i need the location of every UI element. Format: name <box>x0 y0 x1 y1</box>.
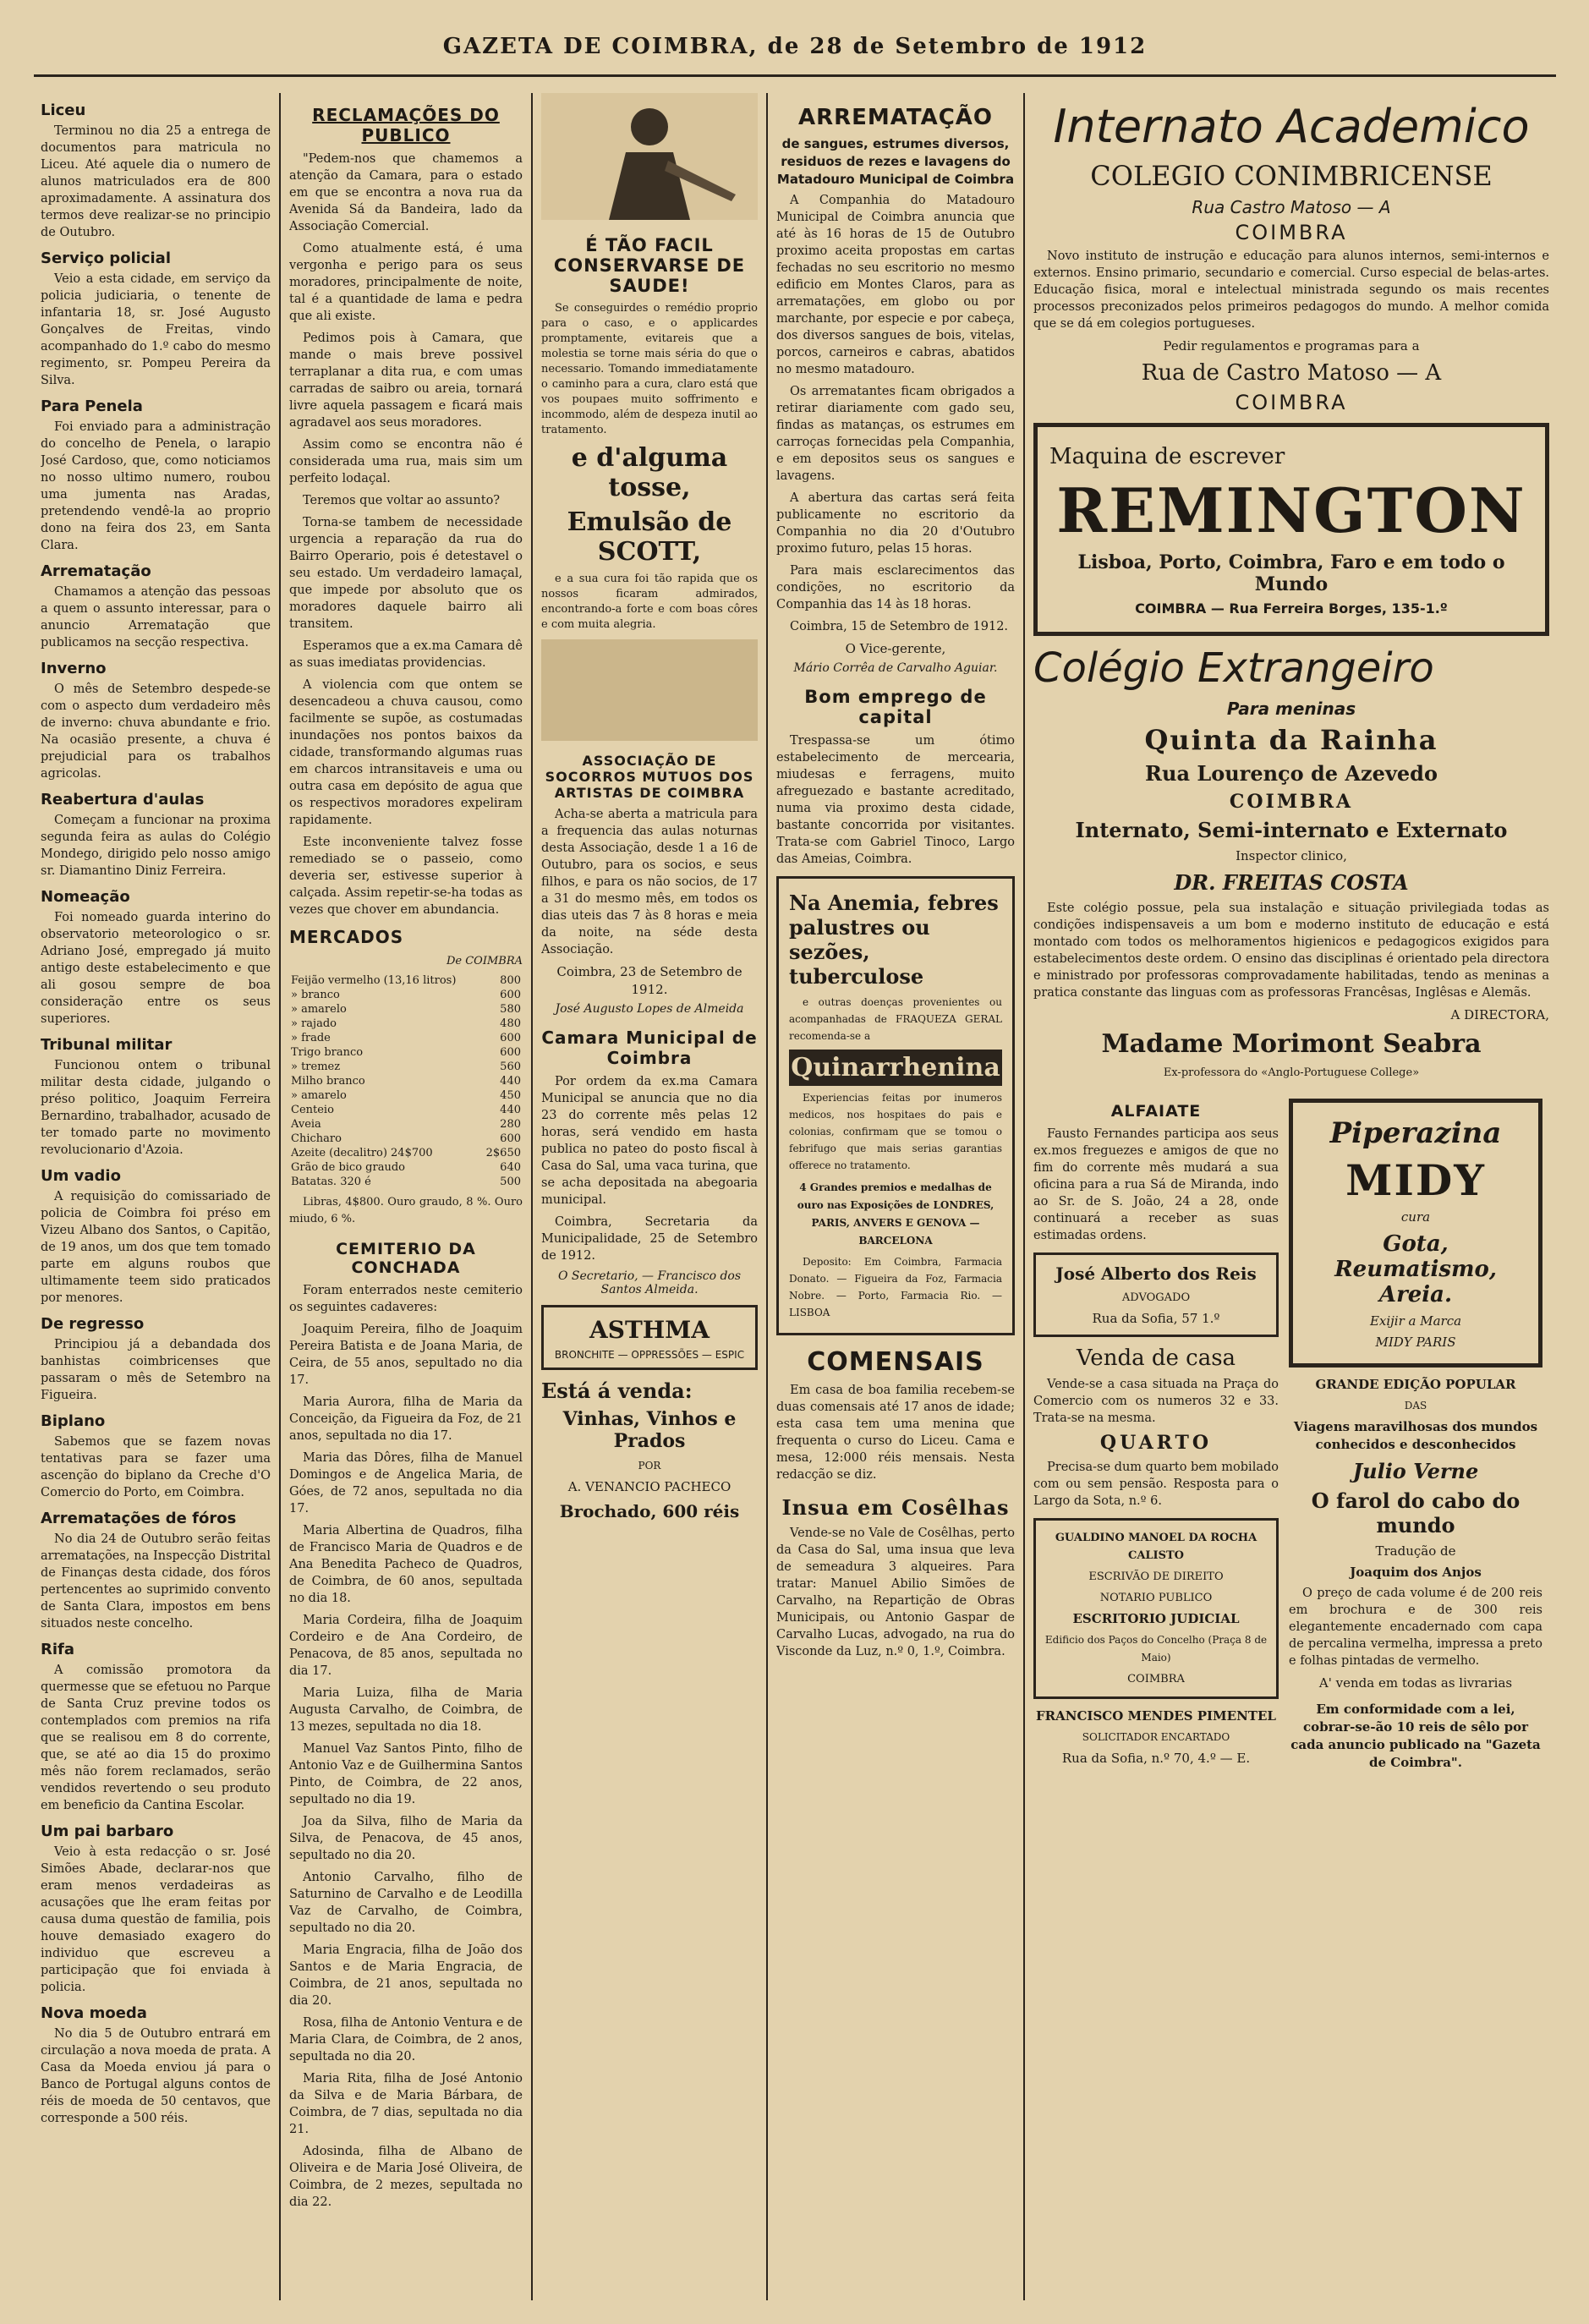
news-item-text: Terminou no dia 25 a entrega de documentos para matricula no Liceu. Até aquele dia o numero de alunos matriculados era de 800 aproximadamente. A assinatura dos termos deve realizar-se no principio de Outubro. <box>41 124 271 239</box>
market-item: Azeite (decalitro) 24$700 <box>291 1147 433 1159</box>
extrangeiro-text: Este colégio possue, pela sua instalação e situação privilegiada todas as condições indispensaveis a um bom e moderno instituto de educação e está montado com todos os melhoramentos higienicos e pedagogicos exigidos para estabelecimentos deste ordem. O ensino das disciplinas é orientado pela directora e ministrado por professoras comprovadamente habilitadas, tendo as meninas a pratica constante das linguas com as professoras Francêsas, Inglêsas e Alemãs. <box>1033 902 1549 1000</box>
column-divider <box>279 93 281 2300</box>
reclamacoes-body <box>289 151 523 918</box>
insua-title: Insua em Cosêlhas <box>781 1495 1010 1520</box>
anemia-subtitle: e outras doenças provenientes ou acompanhadas de FRAQUEZA GERAL recomenda-se a <box>789 996 1002 1042</box>
column-reclamacoes <box>289 93 523 2300</box>
extrangeiro-city: COIMBRA <box>1229 791 1354 813</box>
internato-school: COLEGIO CONIMBRICENSE <box>1090 160 1493 192</box>
remington-cities: Lisboa, Porto, Coimbra, Faro e em todo o Mundo <box>1077 551 1505 595</box>
news-item-text: Veio à esta redacção o sr. José Simões Abade, declarar-nos que eram menos verdadeiras as acusações que lhe eram feitas por causa duma questão de familia, pois houve demasiado exagero do individuo que escreveu a participação que foi enviada à policia. <box>41 1845 271 1994</box>
arrematacao-body <box>776 192 1015 635</box>
reclamacao-paragraph: A violencia com que ontem se desencadeou a chuva causou, como facilmente se supõe, as costumadas inundações nos pontos baixos da cidade, transformando algumas ruas em charcos intransitaveis e uma ou outra casa em depósito de agua que os respectivos moradores expeliram rapidamente. <box>289 678 523 827</box>
assoc-title: ASSOCIAÇÃO DE SOCORROS MUTUOS DOS ARTISTAS DE COIMBRA <box>545 753 754 801</box>
quinarrhenina-deposit: Deposito: Em Coimbra, Farmacia Donato. — Figueira da Foz, Farmacia Nobre. — Porto, Farmacia Rio. — LISBOA <box>789 1256 1002 1318</box>
market-row <box>289 1074 523 1088</box>
news-item-text: Sabemos que se fazem novas tentativas para se fazer uma ascenção do biplano da Creche d'O Comercio do Porto, em Coimbra. <box>41 1435 271 1499</box>
news-item-title: Nova moeda <box>41 2004 147 2022</box>
market-price: 640 <box>500 1161 521 1174</box>
market-note: Libras, 4$800. Ouro graudo, 8 %. Ouro miudo, 6 %. <box>289 1196 523 1225</box>
midy-paris: MIDY PARIS <box>1375 1335 1456 1350</box>
market-price: 800 <box>500 974 521 987</box>
column-divider <box>531 93 533 2300</box>
market-price: 580 <box>500 1003 521 1016</box>
venda-price: Brochado, 600 réis <box>559 1501 740 1521</box>
market-item: Chicharo <box>291 1132 342 1145</box>
midy-ad <box>1289 1099 1542 1368</box>
market-item: » branco <box>291 989 340 1001</box>
market-row <box>289 1045 523 1060</box>
alfaiate-text: Fausto Fernandes participa aos seus ex.mos freguezes e amigos de que no fim do corrente mês mudará a sua oficina para a rua Sá de Miranda, indo ao Sr. de S. João, 24 a 28, onde continuará a receber as suas estimadas ordens. <box>1033 1127 1279 1242</box>
bottom-ads-row <box>1033 1090 1549 1775</box>
verne-series: Viagens maravilhosas dos mundos conhecidos e desconhecidos <box>1293 1419 1538 1452</box>
news-item-text: Principiou já a debandada dos banhistas coimbricenses que passaram o mês de Setembro na Figueira. <box>41 1338 271 1402</box>
market-price: 600 <box>500 989 521 1001</box>
assoc-date: Coimbra, 23 de Setembro de 1912. <box>556 964 742 997</box>
fmp-name: FRANCISCO MENDES PIMENTEL <box>1036 1708 1276 1724</box>
market-row <box>289 973 523 988</box>
verne-author: Julio Verne <box>1352 1459 1479 1483</box>
bottom-ads-right <box>1289 1090 1542 1775</box>
reclamacao-paragraph: Esperamos que a ex.ma Camara dê as suas imediatas providencias. <box>289 639 523 670</box>
quarto-text: Precisa-se dum quarto bem mobilado com ou sem pensão. Resposta para o Largo da Sota, n.º 6. <box>1033 1461 1279 1508</box>
calisto-ad <box>1033 1518 1279 1699</box>
extrangeiro-director-sub: Ex-professora do «Anglo-Portuguese College» <box>1163 1066 1420 1079</box>
venda-by: POR <box>638 1460 661 1472</box>
market-row <box>289 1132 523 1146</box>
extrangeiro-place: Quinta da Rainha <box>1144 724 1438 756</box>
news-item-title: Arrematações de fóros <box>41 1510 237 1527</box>
asthma-ad <box>541 1305 758 1370</box>
internato-title: Internato Academico <box>1053 100 1530 153</box>
news-item-title: Para Penela <box>41 397 143 415</box>
market-price: 440 <box>500 1075 521 1088</box>
market-row <box>289 1103 523 1117</box>
market-item: Grão de bico graudo <box>291 1161 405 1174</box>
news-item-text: A comissão promotora da quermesse que se efetuou no Parque de Santa Cruz previne todos os contemplados com premios na rifa que se realisou em 8 do corrente, que, se até ao dia 15 do proximo mês não forem reclamados, serão vendidos revertendo o seu produto em beneficio da Cantina Escolar. <box>41 1664 271 1812</box>
camara-text: Por ordem da ex.ma Camara Municipal se anuncia que no dia 23 do corrente mês pelas 12 horas, será vendido em hasta publica no pateo do posto fiscal à Casa do Sal, uma vaca turina, que se acha depositada na abegoaria municipal. <box>541 1075 758 1207</box>
news-item-title: Um vadio <box>41 1167 121 1185</box>
market-item: Batatas. 320 é <box>291 1176 371 1188</box>
reclamacao-paragraph: Como atualmente está, é uma vergonha e perigo para os seus moradores, principalmente de noite, tal é a quantidade de lama e pedra que ali existe. <box>289 242 523 323</box>
market-subtitle: De COIMBRA <box>446 955 523 967</box>
market-item: » amarelo <box>291 1089 347 1102</box>
scott-mid: e d'alguma tosse, <box>571 443 728 502</box>
market-price: 480 <box>500 1017 521 1030</box>
scott-text2: e a sua cura foi tão rapida que os nossos ficaram admirados, encontrando-a forte e com boas côres e com muita alegria. <box>541 573 758 631</box>
comensais-text: Em casa de boa familia recebem-se duas comensais até 17 anos de idade; esta casa tem uma menina que frequenta o curso do Liceu. Cama e mesa, 12:000 réis mensais. Nesta redacção se diz. <box>776 1384 1015 1482</box>
cemetery-entry: Manuel Vaz Santos Pinto, filho de Antonio Vaz e de Guilhermina Santos Pinto, de Coimbra, de 22 anos, sepultado no dia 19. <box>289 1742 523 1806</box>
news-item-text: Chamamos a atenção das pessoas a quem o assunto interessar, para o anuncio Arrematação que publicamos na secção respectiva. <box>41 585 271 650</box>
camara-title: Camara Municipal de Coimbra <box>541 1028 758 1068</box>
calisto-office: ESCRITORIO JUDICIAL <box>1072 1611 1240 1626</box>
bom-emprego-text: Trespassa-se um ótimo estabelecimento de mercearia, miudesas e ferragens, muito afreguezado e bastante acreditado, numa via proximo desta cidade, bastante concorrida por visitantes. Trata-se com Gabriel Tinoco, Largo das Ameias, Coimbra. <box>776 734 1015 866</box>
extrangeiro-mode: Internato, Semi-internato e Externato <box>1075 818 1508 842</box>
arrematacao-paragraph: A Companhia do Matadouro Municipal de Coimbra anuncia que até às 16 horas de 15 de Outubro proximo aceita propostas em cartas fechadas no seu escritorio no mesmo edificio em Montes Claros, para as arrematações, em globo ou por marchante, por especie e por cabeça, dos diversos sangues de bois, vitelas, porcos, carneiros e cabras, abatidos no mesmo matadouro. <box>776 194 1015 376</box>
quinarrhenina-brand: Quinarrhenina <box>789 1050 1002 1086</box>
camara-date: Coimbra, Secretaria da Municipalidade, 25 de Setembro de 1912. <box>541 1215 758 1263</box>
reclamacao-paragraph: Teremos que voltar ao assunto? <box>303 494 501 507</box>
news-item-text: No dia 5 de Outubro entrará em circulação a nova moeda de prata. A Casa da Moeda enviou já para o Banco de Portugal alguns contos de réis de moeda de 50 centavos, que corresponde a 500 réis. <box>41 2027 271 2125</box>
news-item-title: Serviço policial <box>41 249 172 267</box>
market-row <box>289 1117 523 1132</box>
news-item-title: Reabertura d'aulas <box>41 791 205 808</box>
news-item-title: Nomeação <box>41 888 130 906</box>
internato-request: Pedir regulamentos e programas para a <box>1163 338 1420 354</box>
market-item: Centeio <box>291 1104 334 1116</box>
verne-text: O preço de cada volume é de 200 reis em brochura e de 300 reis elegantemente encadernado com capa de percalina vermelha, impressa a preto e folhas pintadas de vermelho. <box>1289 1587 1542 1668</box>
venda-book: Vinhas, Vinhos e Prados <box>562 1408 737 1452</box>
market-row <box>289 1088 523 1103</box>
market-price: 2$650 <box>485 1147 521 1159</box>
arrematacao-paragraph: A abertura das cartas será feita publicamente no escritorio da Companhia no dia 20 d'Outubro proximo futuro, pelas 15 horas. <box>776 491 1015 556</box>
extrangeiro-for: Para meninas <box>1226 699 1356 719</box>
news-item-text: Foi nomeado guarda interino do observatorio meteorologico o sr. Adriano José, empregado já muito antigo deste estabelecimento e que ali gosou sempre de boa consideração entre os seus superiores. <box>41 911 271 1026</box>
cemetery-entry: Maria Cordeira, filha de Joaquim Cordeiro e de Ana Cordeiro, de Penacova, de 85 anos, sepultada no dia 17. <box>289 1614 523 1678</box>
fmp-address: Rua da Sofia, n.º 70, 4.º — E. <box>1061 1751 1251 1766</box>
bom-emprego-title: Bom emprego de capital <box>804 687 987 727</box>
scott-brand: Emulsão de SCOTT, <box>567 507 732 567</box>
fmp-role: SOLICITADOR ENCARTADO <box>1082 1731 1230 1743</box>
advogado-ad <box>1033 1252 1279 1337</box>
venda-title: Está á venda: <box>541 1379 693 1403</box>
comensais-title: COMENSAIS <box>807 1347 984 1377</box>
news-item-title: De regresso <box>41 1315 145 1333</box>
extrangeiro-director: A DIRECTORA, <box>1450 1007 1549 1022</box>
cemetery-entry: Rosa, filha de Antonio Ventura e de Maria Clara, de Coimbra, de 2 anos, sepultada no dia 20. <box>289 2016 523 2064</box>
market-item: » tremez <box>291 1061 341 1073</box>
lei-notice: Em conformidade com a lei, cobrar-se-ão 10 reis de sêlo por cada anuncio publicado na "Gazeta de Coimbra". <box>1290 1702 1541 1770</box>
internato-text: Novo instituto de instrução e educação para alunos internos, semi-internos e externos. Ensino primario, secundario e comercial. Curso especial de belas-artes. Educação fisica, moral e intelectual ministrada segundo os mais recentes processos preconizados pelos primeiros pedagogos do mundo. A melhor comida que se dá em colegios portugueses. <box>1033 249 1549 331</box>
venda-casa-title: Venda de casa <box>1076 1346 1236 1371</box>
midy-cura: cura <box>1400 1209 1431 1225</box>
anemia-title: Na Anemia, febres palustres ou sezões, tuberculose <box>789 891 999 989</box>
column-ads-mid <box>541 93 758 2300</box>
remington-address: COIMBRA — Rua Ferreira Borges, 135-1.º <box>1135 600 1448 617</box>
news-item-text: O mês de Setembro despede-se com o aspecto dum verdadeiro mês de inverno: chuva abundante e frio. Na ocasião presente, a chuva é prejudicial para os trabalhos agricolas. <box>41 682 271 781</box>
arrematacao-title: ARREMATAÇÃO <box>797 105 994 130</box>
cemetery-entry: Adosinda, filha de Albano de Oliveira e de Maria José Oliveira, de Coimbra, de 2 mezes, sepultada no dia 22. <box>289 2145 523 2209</box>
verne-translator: Joaquim dos Anjos <box>1350 1565 1482 1580</box>
internato-city: COIMBRA <box>1235 221 1348 244</box>
market-row <box>289 1175 523 1189</box>
midy-top: Piperazina <box>1329 1116 1502 1150</box>
column-divider <box>1023 93 1025 2300</box>
quinarrhenina-text: Experiencias feitas por inumeros medicos, nos hospitaes do pais e colonias, confirmam que se tomou o febrifugo que mais serias garantias offerece no tratamento. <box>789 1092 1002 1171</box>
internato-address-city: COIMBRA <box>1235 391 1348 414</box>
scott-text: Se conseguirdes o remédio proprio para o caso, e o applicardes promptamente, evitareis que a molestia se torne mais séria do que o necessario. Tomando immediatamente o caminho para a cura, claro está que vos poupaes muito soffrimento e incommodo, além de despeza inutil ao tratamento. <box>541 302 758 436</box>
anemia-ad <box>776 876 1015 1335</box>
remington-top: Maquina de escrever <box>1049 444 1285 469</box>
extrangeiro-title: Colégio Extrangeiro <box>1033 644 1434 692</box>
midy-brand: MIDY <box>1345 1155 1486 1205</box>
insua-text: Vende-se no Vale de Cosêlhas, perto da Casa do Sal, uma insua que leva de semeadura 3 alqueires. Para tratar: Manuel Abilio Simões de Carvalho, na Repartição de Obras Municipais, ou Antonio Gaspar de Carvalho Lucas, advogado, na rua do Visconde da Luz, n.º 0, 1.º, Coimbra. <box>776 1526 1015 1658</box>
news-item-title: Inverno <box>41 660 107 677</box>
market-item: » amarelo <box>291 1003 347 1016</box>
market-row <box>289 988 523 1002</box>
internato-street: Rua Castro Matoso — A <box>1192 197 1391 217</box>
venda-author: A. VENANCIO PACHECO <box>567 1479 731 1494</box>
cemetery-entry: Maria Albertina de Quadros, filha de Francisco Maria de Quadros e de Ana Benedita Pacheco de Quadros, de Coimbra, de 60 anos, sepultada no dia 18. <box>289 1524 523 1605</box>
calisto-address: Edificio dos Paços do Concelho (Praça 8 de Maio) <box>1044 1634 1268 1664</box>
arrematacao-vice: O Vice-gerente, <box>845 641 946 656</box>
arrematacao-paragraph: Os arrematantes ficam obrigados a retirar diariamente com gado seu, findas as matanças, os estrumes em carroças fornecidas pela Companhia, e em depositos seus os sangues e lavagens. <box>776 385 1015 483</box>
cemetery-entry: Antonio Carvalho, filho de Saturnino de Carvalho e de Leodilla Vaz de Carvalho, de Coimbra, sepultado no dia 20. <box>289 1871 523 1935</box>
market-price: 440 <box>500 1104 521 1116</box>
advogado-role: ADVOGADO <box>1121 1291 1191 1304</box>
market-price: 560 <box>500 1061 521 1073</box>
news-item-text: Funcionou ontem o tribunal militar desta cidade, julgando o préso politico, Joaquim Ferreira Bernardino, trabalhador, acusado de ter tomado parte no movimento revolucionario d'Azoia. <box>41 1059 271 1157</box>
column-news <box>41 93 271 2300</box>
assoc-signature: José Augusto Lopes de Almeida <box>555 1002 744 1016</box>
news-item-title: Um pai barbaro <box>41 1822 174 1840</box>
extrangeiro-inspector: Inspector clinico, <box>1236 848 1347 863</box>
cemetery-title: CEMITERIO DA CONCHADA <box>336 1240 476 1277</box>
news-item-text: No dia 24 de Outubro serão feitas arrematações, na Inspecção Distrital de Finanças desta cidade, dos fóros pertencentes ao suprimido convento de Santa Clara, impostos em bens situados neste concelho. <box>41 1532 271 1631</box>
masthead: GAZETA DE COIMBRA, de 28 de Setembro de 1912 <box>442 34 1148 59</box>
market-item: Aveia <box>291 1118 321 1131</box>
news-item-title: Biplano <box>41 1412 106 1430</box>
verne-translation: Tradução de <box>1375 1543 1456 1559</box>
market-row <box>289 1031 523 1045</box>
news-item-text: Começam a funcionar na proxima segunda feira as aulas do Colégio Mondego, dirigido pelo nosso amigo sr. Diamantino Diniz Ferreira. <box>41 814 271 878</box>
news-item-text: Veio a esta cidade, em serviço da policia judiciaria, o tenente de infantaria 18, sr. José Augusto Gonçalves de Freitas, vindo acompanhado do 1.º cabo do mesmo regimento, sr. Pompeu Pereira da Silva. <box>41 272 271 387</box>
column-ads-right <box>1033 93 1549 2300</box>
internato-address: Rua de Castro Matoso — A <box>1141 360 1442 386</box>
cemetery-entry: Maria Rita, filha de José Antonio da Silva e de Maria Bárbara, de Coimbra, de 7 dias, sepultada no dia 21. <box>289 2072 523 2136</box>
verne-book: O farol do cabo do mundo <box>1311 1488 1521 1537</box>
news-item-text: Foi enviado para a administração do concelho de Penela, o larapio José Cardoso, que, como noticiamos no nosso ultimo numero, roubou uma jumenta nas Aradas, pretendendo vendê-la ao proprio dono na feira dos 23, em Santa Clara. <box>41 420 271 552</box>
column-divider <box>766 93 768 2300</box>
reclamacao-paragraph: Pedimos pois à Camara, que mande o mais breve possivel terraplanar a dita rua, e com umas carradas de saibro ou areia, tornará livre aquela passagem e ficará mais agradavel aos seus moradores. <box>289 332 523 430</box>
camara-signature: O Secretario, — Francisco dos Santos Almeida. <box>557 1269 742 1296</box>
arrematacao-subtitle: de sangues, estrumes diversos, residuos de rezes e lavagens do Matadouro Municipal de Coimbra <box>776 136 1015 187</box>
reclamacoes-title: RECLAMAÇÕES DO PUBLICO <box>312 105 500 145</box>
calisto-role2: NOTARIO PUBLICO <box>1099 1592 1213 1604</box>
market-price: 600 <box>500 1032 521 1044</box>
midy-list: Gota, Reumatismo, Areia. <box>1334 1231 1497 1307</box>
reclamacao-paragraph: Assim como se encontra não é considerada uma rua, mais sim um perfeito lodaçal. <box>289 438 523 485</box>
market-item: Feijão vermelho (13,16 litros) <box>291 974 457 987</box>
market-item: Milho branco <box>291 1075 365 1088</box>
reclamacao-paragraph: "Pedem-nos que chamemos a atenção da Camara, para o estado em que se encontra a nova rua da Avenida Sá da Bandeira, lado da Associação Comercial. <box>289 152 523 233</box>
news-item-title: Arrematação <box>41 562 151 580</box>
extrangeiro-street: Rua Lourenço de Azevedo <box>1145 761 1438 786</box>
alfaiate-title: ALFAIATE <box>1110 1102 1202 1121</box>
market-price: 500 <box>500 1176 521 1188</box>
market-item: Trigo branco <box>291 1046 364 1059</box>
market-item: » frade <box>291 1032 331 1044</box>
venda-casa-text: Vende-se a casa situada na Praça do Comercio com os numeros 32 e 33. Trata-se na mesma. <box>1033 1378 1279 1425</box>
market-title: MERCADOS <box>289 927 404 947</box>
market-price: 280 <box>500 1118 521 1131</box>
cemetery-entry: Foram enterrados neste cemiterio os seguintes cadaveres: <box>289 1284 523 1314</box>
market-price: 600 <box>500 1132 521 1145</box>
news-item-text: A requisição do comissariado de policia de Coimbra foi préso em Vizeu Albano dos Santos, o Capitão, de 19 anos, um dos que tem tomado parte em alguns roubos que ultimamente teem sido praticados por menores. <box>41 1190 271 1305</box>
reclamacao-paragraph: Torna-se tambem de necessidade urgencia a reparação da rua do Bairro Operario, pois é detestavel o seu estado. Um verdadeiro lamaçal, que impede por absoluto que os moradores daquele bairro ali transitem. <box>289 516 523 631</box>
cemetery-entry: Maria das Dôres, filha de Manuel Domingos e de Angelica Maria, de Góes, de 72 anos, sepultada no dia 17. <box>289 1451 523 1516</box>
verne-das: DAS <box>1404 1400 1427 1411</box>
calisto-name: GUALDINO MANOEL DA ROCHA CALISTO <box>1055 1532 1258 1562</box>
midy-exigir: Exijir a Marca <box>1369 1313 1462 1329</box>
arrematacao-signature: Mário Corrêa de Carvalho Aguiar. <box>793 661 998 675</box>
quinarrhenina-prizes: 4 Grandes premios e medalhas de ouro nas Exposições de LONDRES, PARIS, ANVERS E GENOVA — BARCELONA <box>797 1181 994 1247</box>
market-row <box>289 1160 523 1175</box>
cemetery-entry: Maria Luiza, filha de Maria Augusta Carvalho, de Coimbra, de 13 mezes, sepultada no dia 18. <box>289 1686 523 1734</box>
advogado-address: Rua da Sofia, 57 1.º <box>1092 1311 1220 1326</box>
bottom-ads-left <box>1033 1090 1279 1775</box>
asthma-title: ASTHMA <box>589 1316 710 1344</box>
market-table <box>289 973 523 1189</box>
cemetery-entry: Maria Engracia, filha de João dos Santos e de Maria Engracia, de Coimbra, de 21 anos, sepultada no dia 20. <box>289 1943 523 2008</box>
market-row <box>289 1002 523 1017</box>
cemetery-body <box>289 1282 523 2211</box>
news-item-title: Rifa <box>41 1641 75 1658</box>
column-arrematacao <box>776 93 1015 2300</box>
cemetery-entry: Joa da Silva, filho de Maria da Silva, de Penacova, de 45 anos, sepultado no dia 20. <box>289 1815 523 1862</box>
market-item: » rajado <box>291 1017 337 1030</box>
extrangeiro-director-name: Madame Morimont Seabra <box>1101 1029 1482 1059</box>
verne-popular: GRANDE EDIÇÃO POPULAR <box>1315 1377 1516 1392</box>
verne-sale: A' venda em todas as livrarias <box>1318 1675 1513 1691</box>
extrangeiro-doctor: DR. FREITAS COSTA <box>1174 870 1409 895</box>
masthead-rule <box>34 74 1556 77</box>
market-row <box>289 1017 523 1031</box>
scott-fisherman-illustration <box>541 93 758 220</box>
news-item-title: Liceu <box>41 101 86 119</box>
asthma-subtitle: BRONCHITE — OPPRESSÕES — ESPIC <box>554 1349 745 1361</box>
assoc-text: Acha-se aberta a matricula para a frequencia das aulas noturnas desta Associação, desde 1 a 16 de Outubro, para os socios, e seus filhos, e para os não socios, de 17 a 31 do mesmo mês, em todos os dias uteis das 7 às 8 horas e meia da noite, na séde desta Associação. <box>541 808 758 956</box>
market-row <box>289 1060 523 1074</box>
reclamacao-paragraph: Este inconveniente talvez fosse remediado se o passeio, como deveria ser, estivesse superior à calçada. Assim repetir-se-ha todas as vezes que chover em abundancia. <box>289 836 523 917</box>
market-price: 450 <box>500 1089 521 1102</box>
calisto-role: ESCRIVÃO DE DIREITO <box>1088 1570 1224 1583</box>
advogado-name: José Alberto dos Reis <box>1055 1263 1257 1284</box>
news-item-title: Tribunal militar <box>41 1036 173 1054</box>
remington-brand: REMINGTON <box>1056 474 1526 546</box>
arrematacao-paragraph: Para mais esclarecimentos das condições, no escritorio da Companhia das 14 às 18 horas. <box>776 564 1015 611</box>
cemetery-entry: Joaquim Pereira, filho de Joaquim Pereira Batista e de Joana Maria, de Ceira, de 55 anos, sepultado no dia 17. <box>289 1323 523 1387</box>
scott-illustration-lower <box>541 639 758 741</box>
market-price: 600 <box>500 1046 521 1059</box>
market-row <box>289 1146 523 1160</box>
calisto-city: COIMBRA <box>1127 1673 1185 1685</box>
quarto-title: QUARTO <box>1099 1432 1213 1454</box>
arrematacao-paragraph: Coimbra, 15 de Setembro de 1912. <box>790 620 1009 633</box>
scott-title: É TÃO FACIL CONSERVARSE DE SAUDE! <box>553 235 746 296</box>
remington-ad <box>1033 423 1549 636</box>
cemetery-entry: Maria Aurora, filha de Maria da Conceição, da Figueira da Foz, de 21 anos, sepultada no dia 17. <box>289 1395 523 1443</box>
